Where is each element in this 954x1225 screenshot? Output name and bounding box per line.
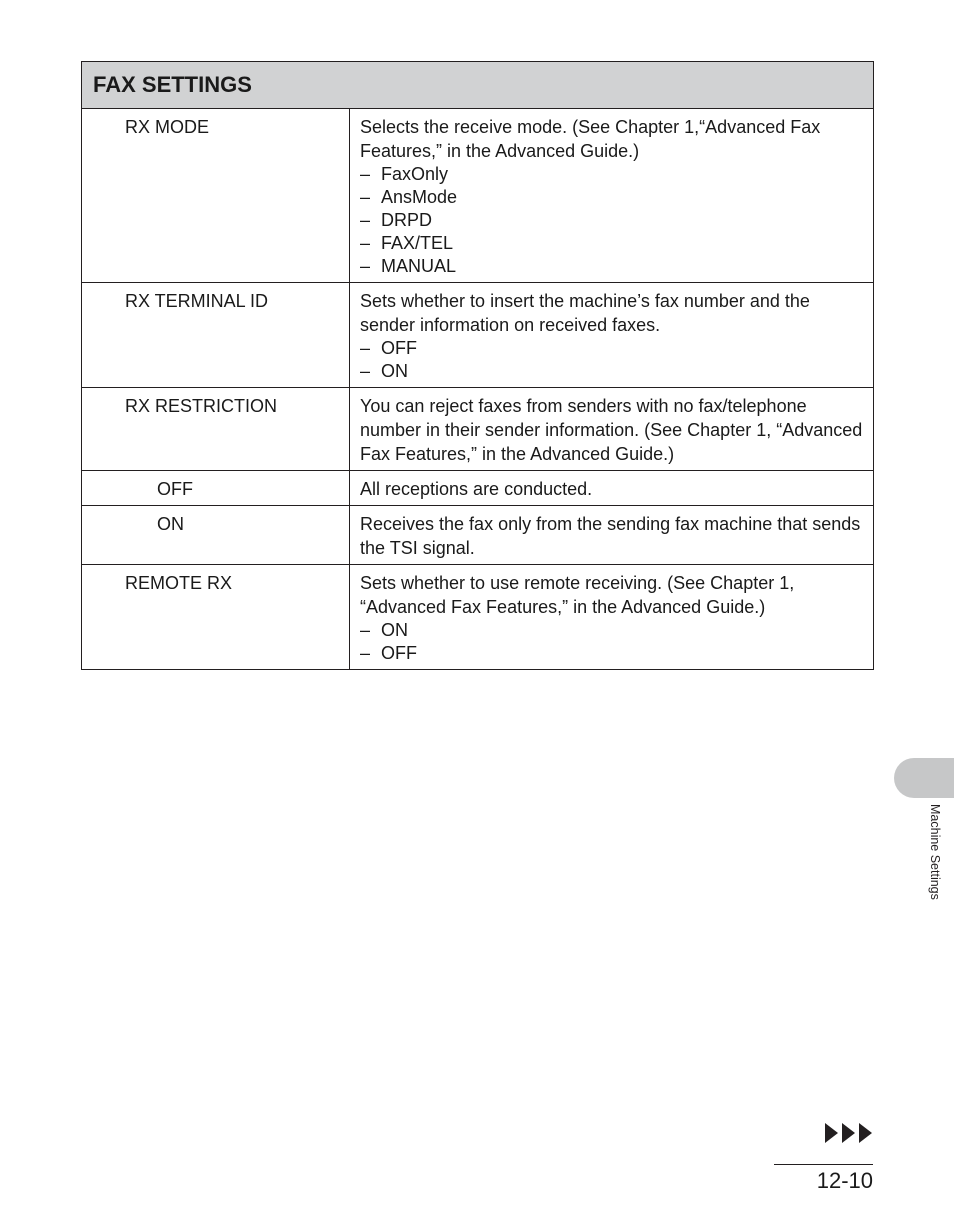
option-item [360,337,863,360]
option-list [360,163,863,278]
option-item [360,642,863,665]
setting-description-cell [350,471,874,506]
option-list [360,337,863,383]
setting-description-cell [350,283,874,388]
setting-name: RX TERMINAL ID [82,283,350,388]
dash-icon: – [360,643,371,663]
table-header-row [82,62,874,109]
setting-description: Sets whether to insert the machine’s fax number and the sender information on received faxes. [360,291,810,335]
section-title: FAX SETTINGS [93,71,252,97]
dash-icon: – [360,210,371,230]
setting-description-cell [350,388,874,471]
page-number: 12-10 [816,1168,873,1193]
option-label: AnsMode [381,187,458,207]
setting-name: ON [82,506,350,565]
option-item [360,619,863,642]
option-label: OFF [381,643,417,663]
setting-name: RX RESTRICTION [82,388,350,471]
option-item [360,209,863,232]
setting-description: All receptions are conducted. [360,479,593,499]
option-label: OFF [381,338,417,358]
setting-description-cell [350,109,874,283]
option-item [360,255,863,278]
setting-description: You can reject faxes from senders with no fax/telephone number in their sender information. (See Chapter 1, “Advanced Fax Features,” in the Advanced Guide.) [360,396,863,464]
table-row [82,109,874,283]
dash-icon: – [360,338,371,358]
table-row [82,388,874,471]
dash-icon: – [360,256,371,276]
chapter-tab [894,758,954,798]
option-item [360,163,863,186]
dash-icon: – [360,233,371,253]
option-label: ON [381,620,408,640]
option-item [360,360,863,383]
option-label: FAX/TEL [381,233,454,253]
setting-description: Sets whether to use remote receiving. (See Chapter 1, “Advanced Fax Features,” in the Advanced Guide.) [360,573,795,617]
triple-arrow-right-icon [825,1122,875,1144]
table-row [82,565,874,670]
setting-name: OFF [82,471,350,506]
option-label: DRPD [381,210,433,230]
dash-icon: – [360,164,371,184]
chapter-tab-label: Machine Settings [928,804,942,900]
fax-settings-table [81,61,874,670]
option-label: ON [381,361,408,381]
setting-description: Receives the fax only from the sending fax machine that sends the TSI signal. [360,514,861,558]
dash-icon: – [360,620,371,640]
dash-icon: – [360,187,371,207]
setting-description-cell [350,565,874,670]
option-list [360,619,863,665]
setting-description: Selects the receive mode. (See Chapter 1,“Advanced Fax Features,” in the Advanced Guide.) [360,117,821,161]
option-label: MANUAL [381,256,457,276]
table-row [82,283,874,388]
option-item [360,186,863,209]
option-label: FaxOnly [381,164,449,184]
section-header [82,62,874,109]
setting-name: REMOTE RX [82,565,350,670]
table-row [82,506,874,565]
setting-description-cell [350,506,874,565]
footer-divider [774,1164,873,1165]
option-item [360,232,863,255]
setting-name: RX MODE [82,109,350,283]
dash-icon: – [360,361,371,381]
table-row [82,471,874,506]
